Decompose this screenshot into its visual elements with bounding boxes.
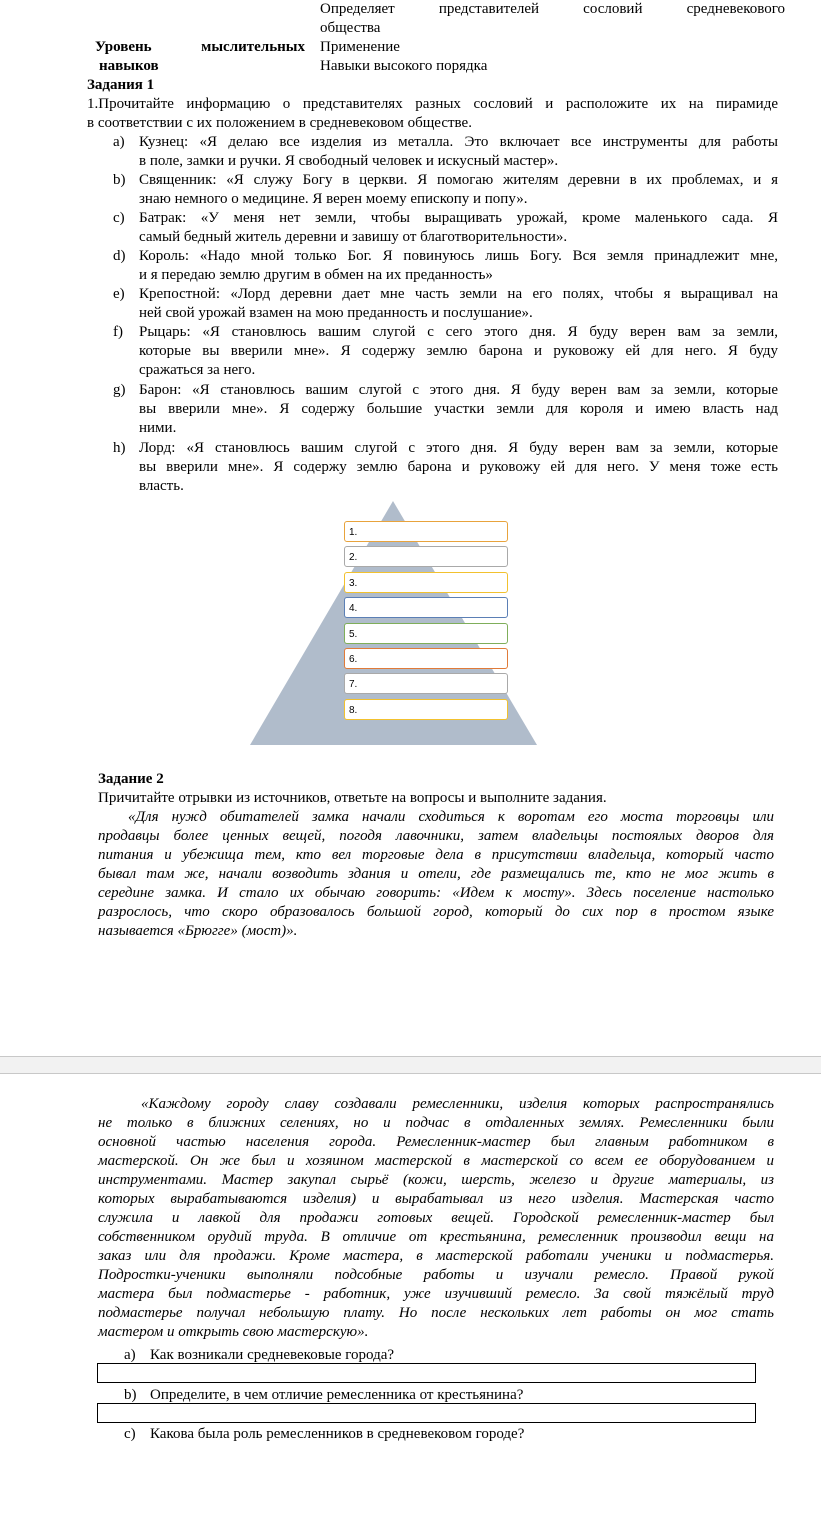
list-item-line: власть. xyxy=(139,478,184,494)
objective-cell xyxy=(320,0,785,38)
answer-field[interactable] xyxy=(97,1363,756,1383)
source-quote-2 xyxy=(98,1095,774,1342)
quote-line: которых вырабатываются изделия) и вырабатывал из него изделия. Мастерская часто xyxy=(98,1191,774,1207)
list-item xyxy=(139,247,778,285)
pyramid-slot[interactable]: 2. xyxy=(344,546,508,567)
list-item-line: Рыцарь: «Я становлюсь вашим слугой с сего этого дня. Я буду верен вам за земли, xyxy=(139,324,778,340)
list-item-letter: f) xyxy=(113,324,123,340)
quote-line: «Для нужд обитателей замка начали сходиться к воротам его моста торговцы или xyxy=(128,809,774,825)
skill-higher-order: Навыки высокого порядка xyxy=(320,58,488,74)
pyramid-slot[interactable]: 8. xyxy=(344,699,508,720)
question-letter: b) xyxy=(124,1387,137,1403)
list-item-line: и я передаю землю другим в обмен на их преданность» xyxy=(139,267,493,283)
task1-heading: Задания 1 xyxy=(87,77,155,93)
list-item xyxy=(139,133,778,171)
quote-line: разрослось, что скоро образовалось большой город, который до сих пор в простом языке xyxy=(98,904,774,920)
list-item xyxy=(139,323,778,380)
list-item-letter: g) xyxy=(113,382,126,398)
pyramid-slot[interactable]: 4. xyxy=(344,597,508,618)
skills-level-label xyxy=(95,38,305,76)
pyramid-slot[interactable]: 7. xyxy=(344,673,508,694)
quote-line: служила и лавкой для продажи готовых вещей. Городской ремесленник-мастер был xyxy=(98,1210,774,1226)
list-item-letter: a) xyxy=(113,134,125,150)
list-item-line: ними. xyxy=(139,420,177,436)
page-break xyxy=(0,1056,821,1074)
quote-line: заказ или для продажи. Кроме мастера, в мастерской работали ученики и подмастерья. xyxy=(98,1248,774,1264)
list-item xyxy=(139,381,778,438)
quote-line: мастера был подмастерье - работник, уже изучивший ремесло. За свой тяжёлый труд xyxy=(98,1286,774,1302)
list-item-letter: b) xyxy=(113,172,126,188)
skills-level-label-line-1: Уровень мыслительных xyxy=(95,39,305,55)
list-item-letter: c) xyxy=(113,210,125,226)
quote-line: мастерской. Он же был и хозяином мастерской в мастерской со всем ее оборудованием и xyxy=(98,1153,774,1169)
list-item-line: знаю немного о медицине. Я верен моему епископу и попу». xyxy=(139,191,528,207)
list-item-line: Лорд: «Я становлюсь вашим слугой с этого дня. Я буду верен вам за земли, которые xyxy=(139,440,778,456)
list-item-line: сражаться за него. xyxy=(139,362,256,378)
list-item-line: Кузнец: «Я делаю все изделия из металла. Это включает все инструменты для работы xyxy=(139,134,778,150)
list-item-line: самый бедный житель деревни и завишу от благотворительности». xyxy=(139,229,568,245)
list-item xyxy=(139,209,778,247)
task1-intro xyxy=(87,95,778,133)
task1-intro-line-1: 1.Прочитайте информацию о представителях разных сословий и расположите их на пирамиде xyxy=(87,96,778,112)
question-letter: a) xyxy=(124,1347,136,1363)
list-item-letter: e) xyxy=(113,286,125,302)
question-letter: c) xyxy=(124,1426,136,1442)
list-item-letter: d) xyxy=(113,248,126,264)
list-item xyxy=(139,285,778,323)
task2-intro: Причитайте отрывки из источников, ответьте на вопросы и выполните задания. xyxy=(98,790,607,806)
quote-line: подмастерье получал небольшую плату. Но после нескольких лет работы он мог стать xyxy=(98,1305,774,1321)
question-text: Определите, в чем отличие ремесленника от крестьянина? xyxy=(150,1387,524,1403)
quote-line: основной частью населения города. Ремесленник-мастер был главным работником в xyxy=(98,1134,774,1150)
quote-line: продавцы более ценных вещей, погодя лавочники, затем владельцы постоялых дворов для xyxy=(98,828,774,844)
list-item-line: Батрак: «У меня нет земли, чтобы выращивать урожай, кроме маленького сада. Я xyxy=(139,210,778,226)
list-item-line: Священник: «Я служу Богу в церкви. Я помогаю жителям деревни в их проблемах, и я xyxy=(139,172,778,188)
list-item xyxy=(139,171,778,209)
quote-line: Подростки-ученики выполняли подсобные работы и изучали ремесло. Правой рукой xyxy=(98,1267,774,1283)
list-item-line: ней свой урожай взамен на мою преданность и послушание». xyxy=(139,305,533,321)
pyramid-slot[interactable]: 1. xyxy=(344,521,508,542)
quote-line: инструментами. Мастер закупал сырьё (кожи, шерсть, железо и другие материалы, из xyxy=(98,1172,774,1188)
task1-intro-line-2: в соответствии с их положением в средневековом обществе. xyxy=(87,115,472,131)
quote-line: середине замка. И стало их обычаю говорить: «Идем к мосту». Здесь поселение настолько xyxy=(98,885,774,901)
list-item-line: Барон: «Я становлюсь вашим слугой с этого дня. Я буду верен вам за земли, которые xyxy=(139,382,778,398)
list-item-line: вы вверили мне». Я содержу землю барона и руковожу ей для него. У меня тоже есть xyxy=(139,459,778,475)
list-item-line: которые вы вверили мне». Я содержу землю барона и руковожу ей для него. Я буду xyxy=(139,343,778,359)
skills-level-label-line-2: навыков xyxy=(99,58,159,74)
objective-line-2: общества xyxy=(320,20,381,36)
quote-line: не только в ближних селениях, но и подчас в отдаленных землях. Ремесленники были xyxy=(98,1115,774,1131)
list-item-line: в поле, замки и ручки. Я свободный человек и искусный мастер». xyxy=(139,153,559,169)
quote-line: мастером и открыть свою мастерскую». xyxy=(98,1324,369,1340)
quote-line: бывал там же, начали возводить здания и отели, где размещались те, кто не мог жить в xyxy=(98,866,774,882)
pyramid-slot[interactable]: 5. xyxy=(344,623,508,644)
list-item xyxy=(139,439,778,496)
question-text: Какова была роль ремесленников в средневековом городе? xyxy=(150,1426,525,1442)
source-quote-1 xyxy=(98,808,774,941)
pyramid-slot[interactable]: 6. xyxy=(344,648,508,669)
list-item-line: Крепостной: «Лорд деревни дает мне часть земли на его полях, чтобы я выращивал на xyxy=(139,286,778,302)
quote-line: питания и убежища тем, кто вел торговые дела в присутствии владельца, который часто xyxy=(98,847,774,863)
question-text: Как возникали средневековые города? xyxy=(150,1347,395,1363)
quote-line: «Каждому городу славу создавали ремесленники, изделия которых распространялись xyxy=(141,1096,774,1112)
list-item-line: Король: «Надо мной только Бог. Я повинуюсь лишь Богу. Вся земля принадлежит мне, xyxy=(139,248,778,264)
skill-application: Применение xyxy=(320,39,400,55)
quote-line: собственником орудий труда. В отличие от крестьянина, ремесленник производил вещи на xyxy=(98,1229,774,1245)
pyramid-slot[interactable]: 3. xyxy=(344,572,508,593)
task2-heading: Задание 2 xyxy=(98,771,164,787)
answer-field[interactable] xyxy=(97,1403,756,1423)
list-item-line: вы вверили мне». Я содержу большие участки земли для короля и имею власть над xyxy=(139,401,778,417)
quote-line: называется «Брюгге» (мост)». xyxy=(98,923,298,939)
list-item-letter: h) xyxy=(113,440,126,456)
objective-line-1: Определяет представителей сословий средневекового xyxy=(320,1,785,17)
